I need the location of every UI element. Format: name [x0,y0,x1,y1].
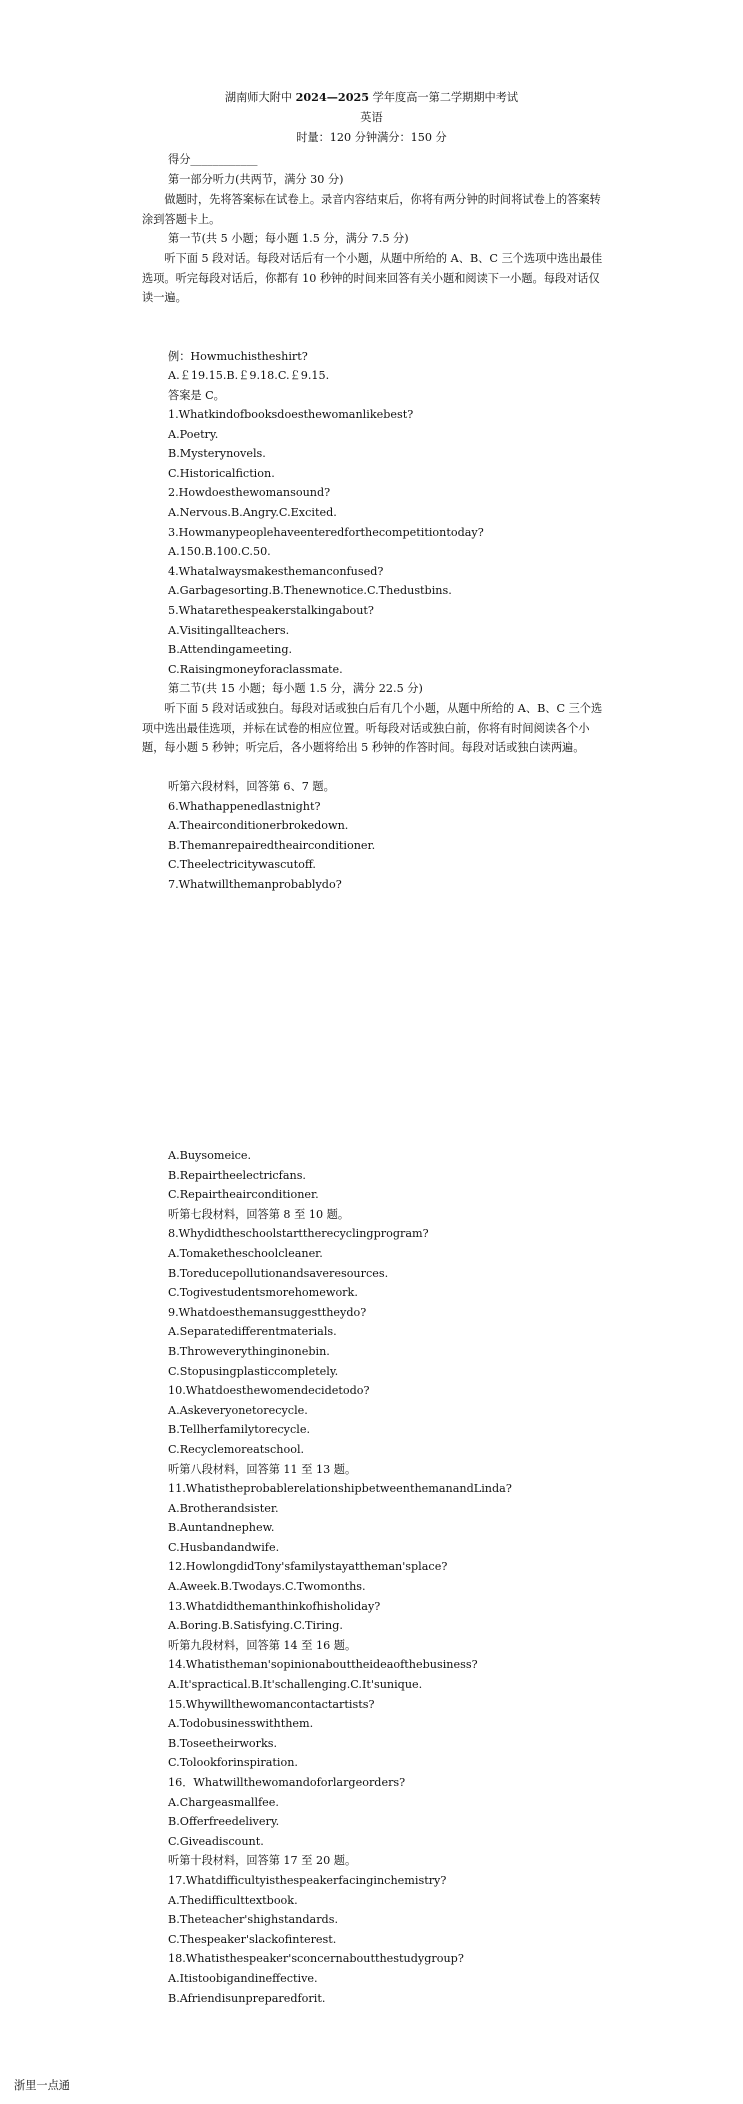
question-line: 2.Howdoesthewomansound? [168,486,331,500]
question-line: 12.HowlongdidTony'sfamilystayattheman'splace? [168,1560,448,1574]
question-line: 13.Whatdidthemanthinkofhisholiday? [168,1599,381,1613]
option-line: B.Throweverythinginonebin. [168,1344,330,1358]
option-line: A.Tomaketheschoolcleaner. [168,1246,323,1260]
question-line: 18.Whatisthespeaker'sconcernaboutthestudygroup? [168,1952,464,1966]
option-line: A.Buysomeice. [168,1149,252,1162]
option-line: B.Afriendisunpreparedforit. [168,1991,326,2005]
question-line: 7.Whatwillthemanprobablydo? [168,877,342,891]
option-line: C.Theelectricitywascutoff. [168,858,316,872]
section1-questions [168,405,484,679]
section2-questions-part1 [168,777,375,895]
material-line: 听第七段材料，回答第 8 至 10 题。 [168,1207,350,1221]
question-line: 4.Whatalwaysmakesthemanconfused? [168,564,384,578]
title-years: 2024—2025 [295,90,370,104]
option-line: A.It'spractical.B.It'schallenging.C.It'sunique. [168,1678,423,1692]
exam-title [0,88,743,108]
option-line: B.Repairtheelectricfans. [168,1168,306,1182]
option-line: A.Visitingallteachers. [168,623,290,637]
example-answer: 答案是 C。 [168,389,225,402]
question-line: 16．Whatwillthewomandoforlargeorders? [168,1776,406,1789]
question-line: 8.Whydidtheschoolstarttherecyclingprogram? [168,1227,429,1241]
option-line: C.Stopusingplasticcompletely. [168,1364,339,1378]
question-line: 3.Howmanypeoplehaveenteredforthecompetitiontoday? [168,525,484,539]
section2-questions-part2 [168,1146,512,2008]
option-line: B.Attendingameeting. [168,643,293,657]
question-line: 15.Whywillthewomancontactartists? [168,1697,375,1711]
option-line: B.Auntandnephew. [168,1521,275,1535]
question-line: 6.Whathappenedlastnight? [168,799,321,813]
material-line: 听第六段材料，回答第 6、7 题。 [168,780,335,793]
option-line: A.Thedifficulttextbook. [168,1893,298,1907]
section1-title: 第一节(共 5 小题；每小题 1.5 分，满分 7.5 分) [168,232,409,245]
option-line: C.Thespeaker'slackofinterest. [168,1932,337,1946]
footer-watermark: 浙里一点通 [14,2079,70,2092]
example-options: A.￡19.15.B.￡9.18.C.￡9.15. [168,369,330,382]
material-line: 听第八段材料，回答第 11 至 13 题。 [168,1462,357,1476]
section1-directions: 听下面 5 段对话。每段对话后有一个小题，从题中所给的 A、B、C 三个选项中选出最佳选项。听完每段对话后，你都有 10 秒钟的时间来回答有关小题和阅读下一小题。每段对话仅读一遍。 [142,252,603,305]
option-line: C.Husbandandwife. [168,1540,280,1554]
option-line: C.Repairtheairconditioner. [168,1188,319,1202]
option-line: B.Toseetheirworks. [168,1736,278,1750]
option-line: A.Brotherandsister. [168,1501,279,1515]
option-line: B.Themanrepairedtheairconditioner. [168,838,376,852]
section2-title: 第二节(共 15 小题；每小题 1.5 分，满分 22.5 分) [168,682,423,695]
question-line: 17.Whatdifficultyisthespeakerfacinginchemistry? [168,1873,447,1887]
option-line: B.Mysterynovels. [168,447,266,461]
option-line: A.Askeveryonetorecycle. [168,1403,308,1417]
option-line: B.Theteacher'shighstandards. [168,1913,339,1927]
option-line: C.Raisingmoneyforaclassmate. [168,662,343,676]
question-line: 5.Whatarethespeakerstalkingabout? [168,603,374,617]
option-line: C.Historicalfiction. [168,466,275,480]
option-line: A.Todobusinesswiththem. [168,1717,314,1731]
option-line: A.150.B.100.C.50. [168,545,271,559]
option-line: A.Chargeasmallfee. [168,1795,279,1809]
exam-time-info: 时量：120 分钟满分：150 分 [296,131,447,144]
option-line: A.Poetry. [168,427,219,441]
part1-title: 第一部分听力(共两节，满分 30 分) [168,173,344,186]
exam-subject: 英语 [360,111,383,124]
option-line: A.Separatedifferentmaterials. [168,1325,337,1339]
option-line: C.Togivestudentsmorehomework. [168,1286,358,1300]
part1-intro: 做题时，先将答案标在试卷上。录音内容结束后，你将有两分钟的时间将试卷上的答案转涂到答题卡上。 [142,193,601,226]
option-line: A.Garbagesorting.B.Thenewnotice.C.Thedustbins. [168,584,452,598]
question-line: 1.Whatkindofbooksdoesthewomanlikebest? [168,408,414,421]
question-line: 14.Whatistheman'sopinionabouttheideaofthebusiness? [168,1658,478,1672]
option-line: A.Itistoobigandineffective. [168,1971,318,1985]
material-line: 听第十段材料，回答第 17 至 20 题。 [168,1854,357,1868]
option-line: A.Boring.B.Satisfying.C.Tiring. [168,1619,343,1633]
question-line: 9.Whatdoesthemansuggesttheydo? [168,1305,367,1319]
option-line: B.Tellherfamilytorecycle. [168,1423,311,1437]
option-line: C.Giveadiscount. [168,1834,264,1848]
option-line: A.Nervous.B.Angry.C.Excited. [168,505,337,519]
section2-directions: 听下面 5 段对话或独白。每段对话或独白后有几个小题，从题中所给的 A、B、C 三个选项中选出最佳选项，并标在试卷的相应位置。听每段对话或独白前，你将有时间阅读各个小题，每小题 5 秒钟；听完后，各小题将给出 5 秒钟的作答时间。每段对话或独白读两遍。 [142,702,603,755]
option-line: B.Offerfreedelivery. [168,1815,280,1829]
option-line: B.Toreducepollutionandsaveresources. [168,1266,389,1280]
question-line: 11.WhatistheprobablerelationshipbetweenthemanandLinda? [168,1482,512,1496]
option-line: C.Tolookforinspiration. [168,1756,298,1770]
option-line: A.Aweek.B.Twodays.C.Twomonths. [168,1580,366,1594]
title-prefix: 湖南师大附中 [224,91,296,104]
material-line: 听第九段材料，回答第 14 至 16 题。 [168,1638,357,1652]
example-question: 例：Howmuchistheshirt? [168,350,308,363]
question-line: 10.Whatdoesthewomendecidetodo? [168,1384,370,1398]
option-line: C.Recyclemoreatschool. [168,1442,305,1456]
title-suffix: 学年度高一第二学期期中考试 [369,91,519,104]
option-line: A.Theairconditionerbrokedown. [168,819,349,833]
score-line: 得分____________ [168,153,258,166]
